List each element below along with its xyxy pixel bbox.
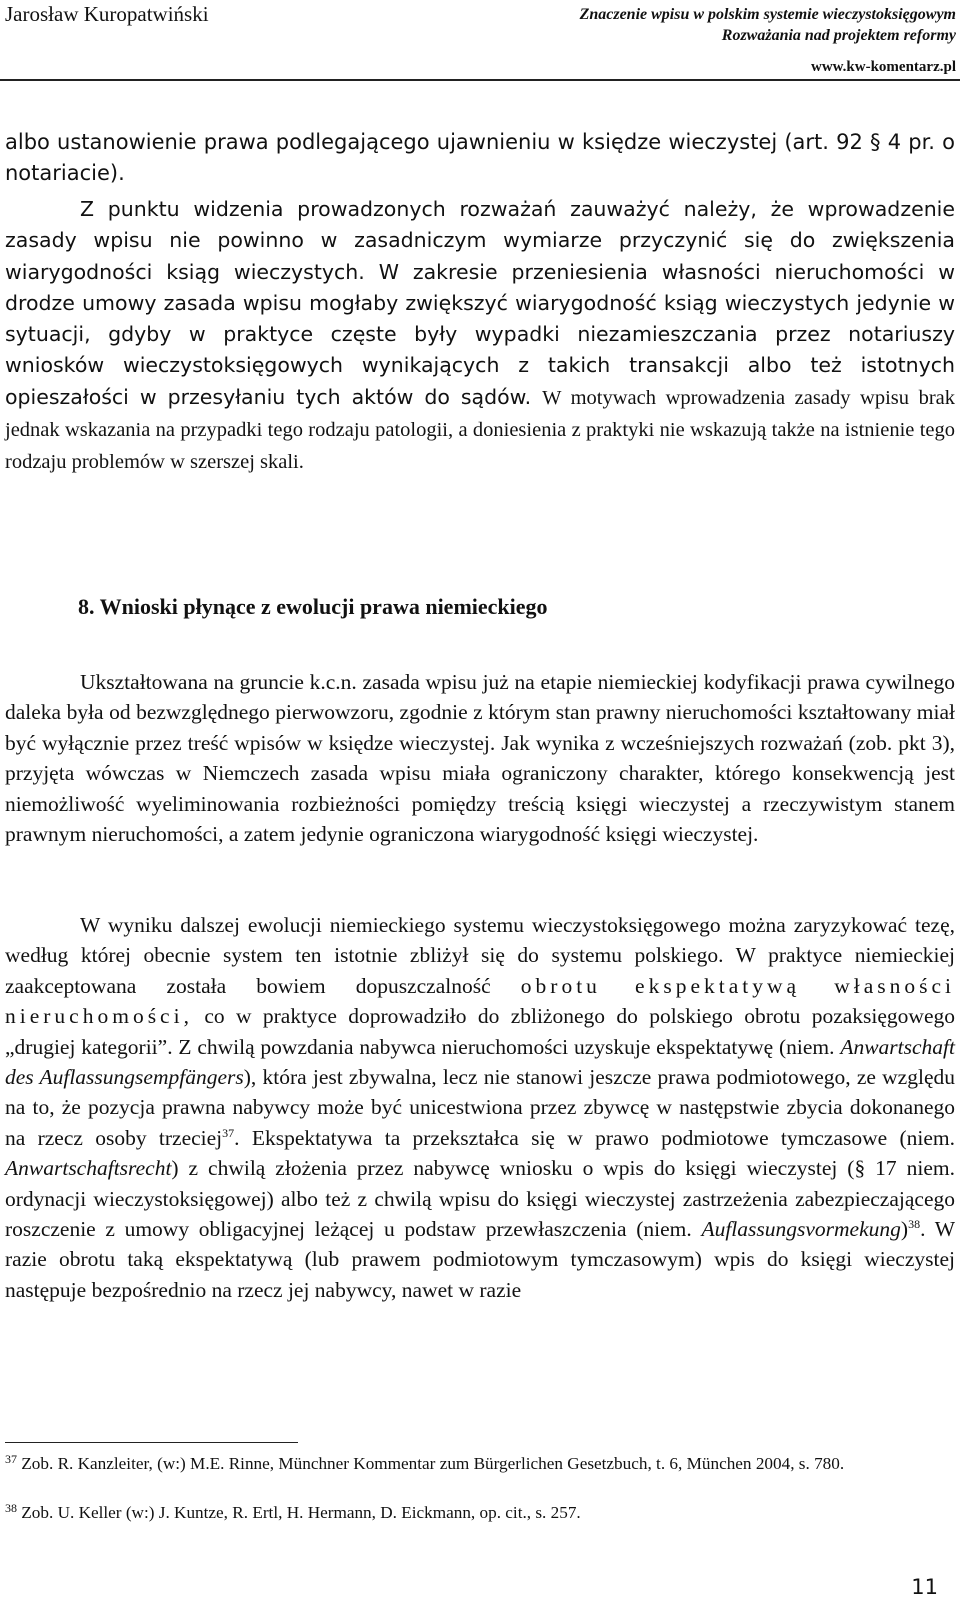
document-title: Znaczenie wpisu w polskim systemie wieczystoksięgowym bbox=[579, 6, 956, 23]
footnote-ref-38[interactable]: 38 bbox=[908, 1217, 921, 1232]
footnote-number: 38 bbox=[5, 1501, 17, 1515]
p4-italic-term-3: Auflassungsvormekung bbox=[701, 1217, 901, 1242]
footnote-number: 37 bbox=[5, 1452, 17, 1466]
p4-text-5: ) z chwilą złożenia przez nabywcę wniosku o wpis do księgi wieczystej (§ 17 niem. ordynacji wieczystoksięgowej) albo też z chwilą wpisu do księgi wieczystej zastrzeżenia zabezpieczającego roszczenie z umowy obligacyjnej leżącej u podstaw przewłaszczenia (niem. bbox=[5, 1156, 955, 1242]
section-heading: 8. Wnioski płynące z ewolucji prawa niemieckiego bbox=[78, 594, 548, 619]
document-subtitle: Rozważania nad projektem reformy bbox=[721, 27, 956, 44]
paragraph-4 bbox=[5, 910, 955, 1305]
paragraph-2-sentence-a: Z punktu widzenia prowadzonych rozważań zauważyć należy, że wprowadzenie zasady wpisu nie powinno w zasadniczym wymiarze przyczynić się do zwiększenia wiarygodności ksiąg wieczystych. bbox=[5, 197, 955, 284]
author-name: Jarosław Kuropatwiński bbox=[5, 2, 209, 26]
p4-text-4: . Ekspektatywa ta przekształca się w prawo podmiotowe tymczasowe (niem. bbox=[234, 1125, 955, 1150]
p4-text-2: co w praktyce doprowadziło do zbliżonego do polskiego obrotu pozaksięgowego „drugiej kategorii”. Z chwilą powzdania nabywca nieruchomości uzyskuje ekspektatywę (niem. bbox=[5, 1004, 956, 1059]
footnote-divider bbox=[5, 1442, 298, 1443]
paragraph-3: Ukształtowana na gruncie k.c.n. zasada wpisu już na etapie niemieckiej kodyfikacji prawa cywilnego daleka była od bezwzględnego pierwowzoru, zgodnie z którym stan prawny nieruchomości kształtowany miał być wyłącznie przez treść wpisów w księdze wieczystej. Jak wynika z wcześniejszych rozważań (zob. pkt 3), przyjęta wówczas w Niemczech zasada wpisu miała ograniczony charakter, którego konsekwencją jest niemożliwość wyeliminowania rozbieżności pomiędzy treścią księgi wieczystej a rzeczywistym stanem prawnym nieruchomości, a zatem jedynie ograniczona wiarygodność księgi wieczystej. bbox=[5, 670, 955, 847]
header-divider bbox=[0, 79, 960, 81]
footnote-text: Zob. U. Keller (w:) J. Kuntze, R. Ertl, H. Hermann, D. Eickmann, op. cit., s. 257. bbox=[21, 1503, 581, 1522]
page-header bbox=[0, 0, 960, 82]
p4-text-7: . W razie obrotu taką ekspektatywą (lub prawem podmiotowym tymczasowym) wpis do księgi wieczystej następuje bezpośrednio na rzecz jej nabywcy, nawet w razie bbox=[5, 1217, 956, 1302]
header-title-block bbox=[580, 4, 956, 78]
p4-spaced-text: obrotu ekspektatywą własności nieruchomości, bbox=[5, 973, 956, 1029]
paragraph-2-sentence-b: W zakresie przeniesienia własności nieruchomości w drodze umowy zasada wpisu mogłaby zwiększyć wiarygodność ksiąg wieczystych jedynie w sytuacji, gdyby w praktyce częste były wypadki niezamieszczania przez notariuszy wniosków wieczystoksięgowych wynikających z takich transakcji albo też istotnych opieszałości w przesyłaniu tych aktów do sądów. bbox=[5, 259, 955, 409]
paragraph-continuation: albo ustanowienie prawa podlegającego ujawnieniu w księdze wieczystej (art. 92 § 4 pr. o notariacie). bbox=[5, 130, 955, 186]
paragraph-2-sentence-c: W motywach wprowadzenia zasady wpisu brak jednak wskazania na przypadki tego rodzaju patologii, a doniesienia z praktyki nie wskazują także na istnienie tego rodzaju problemów w szerszej skali. bbox=[5, 386, 955, 474]
p4-text-6: ) bbox=[900, 1217, 909, 1242]
paragraph-2 bbox=[5, 194, 955, 479]
p4-italic-term-2: Anwartschaftsrecht bbox=[5, 1156, 172, 1181]
footnote-37 bbox=[5, 1451, 955, 1476]
page-number: 11 bbox=[911, 1575, 938, 1599]
p4-text-3: ), która jest zbywalna, lecz nie stanowi jeszcze prawa podmiotowego, ze względu na to, że pozycja prawna nabywcy może być unicestwiona przez zbywcę w następstwie zbycia dokonanego na rzecz osoby trzeciej bbox=[5, 1065, 955, 1150]
p4-italic-term-1: Anwartschaft des Auflassungsempfängers bbox=[5, 1034, 955, 1090]
p4-text-1: W wyniku dalszej ewolucji niemieckiego systemu wieczystoksięgowego można zaryzykować tezę, według której obecnie system ten istotnie zbliżył się do systemu polskiego. W praktyce niemieckiej zaakceptowana została bowiem dopuszczalność bbox=[5, 913, 955, 998]
footnote-text: Zob. R. Kanzleiter, (w:) M.E. Rinne, Münchner Kommentar zum Bürgerlichen Gesetzbuch, t. 6, München 2004, s. 780. bbox=[21, 1454, 845, 1473]
website-link[interactable]: www.kw-komentarz.pl bbox=[811, 59, 956, 75]
footnote-38 bbox=[5, 1500, 955, 1525]
footnote-ref-37[interactable]: 37 bbox=[222, 1125, 235, 1140]
